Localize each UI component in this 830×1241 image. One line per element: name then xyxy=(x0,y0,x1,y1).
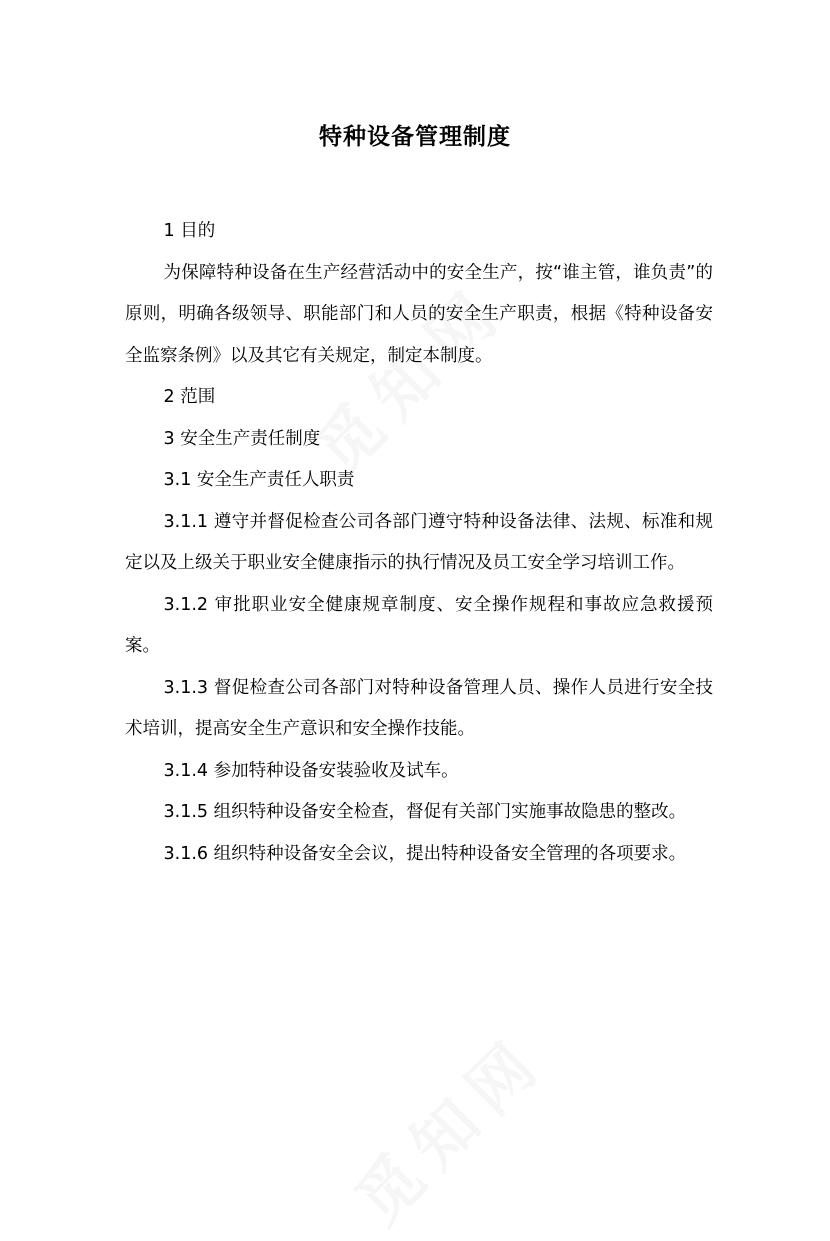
subsection-heading-responsible-person: 3.1 安全生产责任人职责 xyxy=(163,470,355,490)
section-heading-purpose: 1 目的 xyxy=(163,221,216,241)
clause-3-1-6: 3.1.6 组织特种设备安全会议，提出特种设备安全管理的各项要求。 xyxy=(163,843,687,864)
paragraph-purpose: 为保障特种设备在生产经营活动中的安全生产，按“谁主管，谁负责”的原则，明确各级领导、职能部门和人员的安全生产职责，根据《特种设备安全监察条例》以及其它有关规定，制定本制度。 xyxy=(125,262,713,366)
clause-3-1-2: 3.1.2 审批职业安全健康规章制度、安全操作规程和事故应急救援预案。 xyxy=(125,594,713,656)
clause-3-1-3: 3.1.3 督促检查公司各部门对特种设备管理人员、操作人员进行安全技术培训，提高安全生产意识和安全操作技能。 xyxy=(125,677,713,739)
section-heading-scope: 2 范围 xyxy=(163,387,216,407)
document-body xyxy=(125,211,713,875)
section-heading-responsibility: 3 安全生产责任制度 xyxy=(163,428,321,449)
document-title: 特种设备管理制度 xyxy=(319,124,511,150)
watermark xyxy=(332,1011,563,1241)
clause-3-1-4: 3.1.4 参加特种设备安装验收及试车。 xyxy=(163,760,459,781)
clause-3-1-5: 3.1.5 组织特种设备安全检查，督促有关部门实施事故隐患的整改。 xyxy=(163,802,687,822)
clause-3-1-1: 3.1.1 遵守并督促检查公司各部门遵守特种设备法律、法规、标准和规定以及上级关于职业安全健康指示的执行情况及员工安全学习培训工作。 xyxy=(125,511,713,573)
